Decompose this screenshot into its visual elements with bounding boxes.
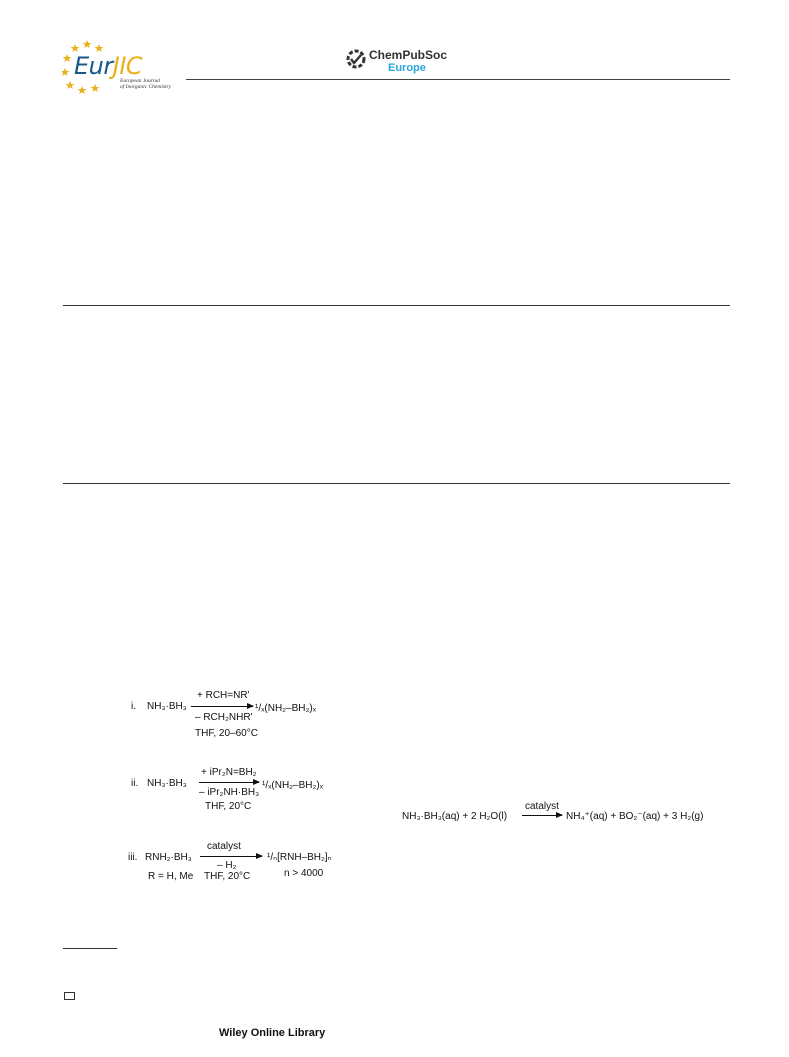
product: ¹/ₓ(NH₂–BH₂)ₓ bbox=[262, 780, 323, 791]
arrow-byproduct-below: – H₂ bbox=[217, 860, 237, 871]
section-divider-top bbox=[63, 305, 730, 306]
reaction-arrow bbox=[199, 782, 259, 783]
reaction-arrow bbox=[191, 706, 253, 707]
publisher-name: ChemPubSoc bbox=[369, 48, 448, 62]
wiley-online-library[interactable]: Wiley Online Library bbox=[219, 1027, 326, 1039]
chempubsoc-logo-icon bbox=[345, 48, 367, 70]
hydrolysis-reactants: NH₃·BH₃(aq) + 2 H₂O(l) bbox=[402, 811, 508, 822]
product: ¹/ₓ(NH₂–BH₂)ₓ bbox=[255, 703, 316, 714]
conditions: THF, 20°C bbox=[204, 871, 251, 882]
reactant: RNH₂·BH₃ bbox=[145, 852, 192, 863]
reactant: NH₃·BH₃ bbox=[147, 778, 187, 789]
journal-subtitle-line2: of Inorganic Chemistry bbox=[120, 84, 172, 90]
arrow-reagent-above: catalyst bbox=[525, 801, 559, 812]
email-icon bbox=[64, 987, 75, 995]
arrow-byproduct-below: – RCH₂NHR' bbox=[195, 712, 253, 723]
hydrolysis-products: NH₄⁺(aq) + BO₂⁻(aq) + 3 H₂(g) bbox=[566, 811, 704, 822]
publisher-region: Europe bbox=[388, 62, 426, 74]
journal-logo-accent: JIC bbox=[112, 52, 143, 80]
chain-length: n > 4000 bbox=[284, 868, 324, 879]
arrow-reagent-above: + iPr₂N=BH₂ bbox=[201, 767, 257, 778]
journal-subtitle bbox=[120, 78, 171, 90]
reactant: NH₃·BH₃ bbox=[147, 701, 187, 712]
conditions: THF, 20°C bbox=[205, 801, 252, 812]
substituent: R = H, Me bbox=[148, 871, 194, 882]
reaction-numeral: i. bbox=[131, 701, 136, 712]
header-rule bbox=[186, 79, 730, 80]
product: ¹/ₙ[RNH–BH₂]ₙ bbox=[267, 852, 332, 863]
journal-subtitle-line1: European Journal bbox=[120, 78, 160, 84]
arrow-byproduct-below: – iPr₂NH·BH₃ bbox=[199, 787, 260, 798]
reaction-numeral: ii. bbox=[131, 778, 139, 789]
reaction-numeral: iii. bbox=[128, 852, 138, 863]
footnote-rule bbox=[63, 948, 117, 949]
arrow-reagent-above: catalyst bbox=[207, 841, 241, 852]
conditions: THF, 20–60°C bbox=[195, 728, 258, 739]
arrow-reagent-above: + RCH=NR' bbox=[197, 690, 250, 701]
reaction-arrow bbox=[200, 856, 262, 857]
journal-logo-main: Eur bbox=[74, 52, 113, 80]
reaction-arrow bbox=[522, 815, 562, 816]
journal-logo-word bbox=[74, 52, 142, 80]
section-divider-bottom bbox=[63, 483, 730, 484]
